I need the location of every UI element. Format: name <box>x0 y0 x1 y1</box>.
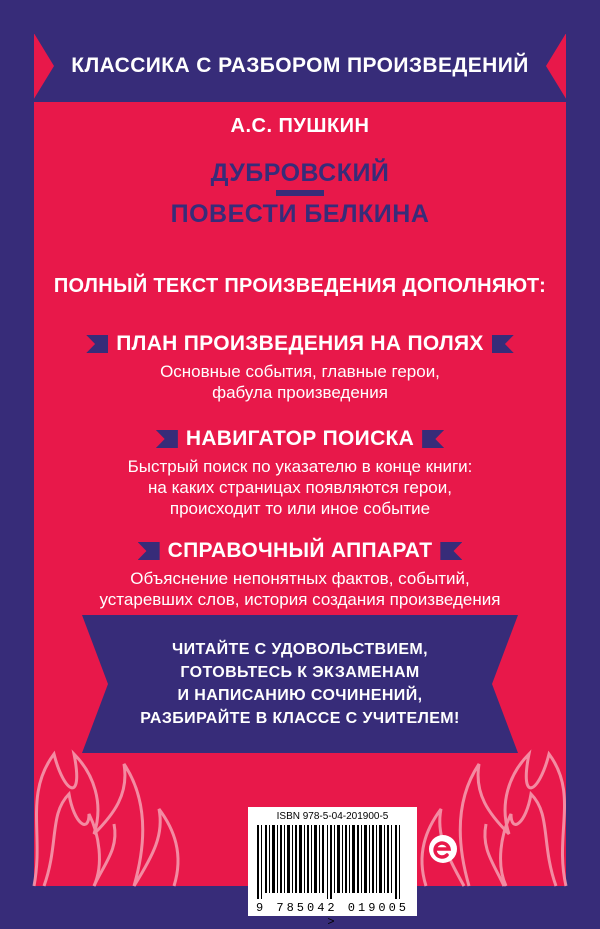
barcode-number: 9 785042 019005 > <box>255 901 410 929</box>
feature-heading: СПРАВОЧНЫЙ АППАРАТ <box>167 539 433 562</box>
ribbon-right-icon <box>492 335 514 353</box>
cta-line: ГОТОВЬТЕСЬ К ЭКЗАМЕНАМ <box>180 664 420 681</box>
barcode-icon <box>255 825 410 899</box>
ribbon-left-icon <box>156 430 178 448</box>
title-separator <box>276 190 324 196</box>
publisher-logo-icon <box>428 834 458 864</box>
feature-section-reference <box>0 539 600 610</box>
ribbon-left-icon <box>138 542 160 560</box>
isbn-label: ISBN 978-5-04-201900-5 <box>276 811 389 822</box>
cta-line: И НАПИСАНИЮ СОЧИНЕНИЙ, <box>177 687 423 704</box>
series-banner <box>32 30 568 102</box>
author-name: А.С. ПУШКИН <box>230 115 370 137</box>
book-title-1: ДУБРОВСКИЙ <box>210 159 390 187</box>
feature-line: Быстрый поиск по указателю в конце книги: <box>127 457 473 476</box>
feature-line: Основные события, главные герои, <box>160 362 440 381</box>
cta-banner <box>82 615 518 753</box>
ribbon-right-icon <box>422 430 444 448</box>
feature-line: устаревших слов, история создания произведения <box>99 590 501 609</box>
feature-heading: ПЛАН ПРОИЗВЕДЕНИЯ НА ПОЛЯХ <box>116 332 484 355</box>
book-title-2: ПОВЕСТИ БЕЛКИНА <box>170 200 430 228</box>
feature-section-navigator <box>0 427 600 519</box>
cta-line: РАЗБИРАЙТЕ В КЛАССЕ С УЧИТЕЛЕМ! <box>140 710 460 727</box>
feature-heading: НАВИГАТОР ПОИСКА <box>185 427 415 450</box>
barcode-box <box>248 807 417 929</box>
ribbon-left-icon <box>86 335 108 353</box>
features-intro: ПОЛНЫЙ ТЕКСТ ПРОИЗВЕДЕНИЯ ДОПОЛНЯЮТ: <box>53 275 547 297</box>
ribbon-right-icon <box>440 542 462 560</box>
feature-line: фабула произведения <box>212 383 388 402</box>
feature-section-plan <box>0 332 600 403</box>
feature-line: происходит то или иное событие <box>169 499 431 518</box>
feature-line: Объяснение непонятных фактов, событий, <box>130 569 470 588</box>
feature-line: на каких страницах появляются герои, <box>148 478 452 497</box>
cta-line: ЧИТАЙТЕ С УДОВОЛЬСТВИЕМ, <box>172 641 428 658</box>
series-title: КЛАССИКА С РАЗБОРОМ ПРОИЗВЕДЕНИЙ <box>71 54 529 77</box>
